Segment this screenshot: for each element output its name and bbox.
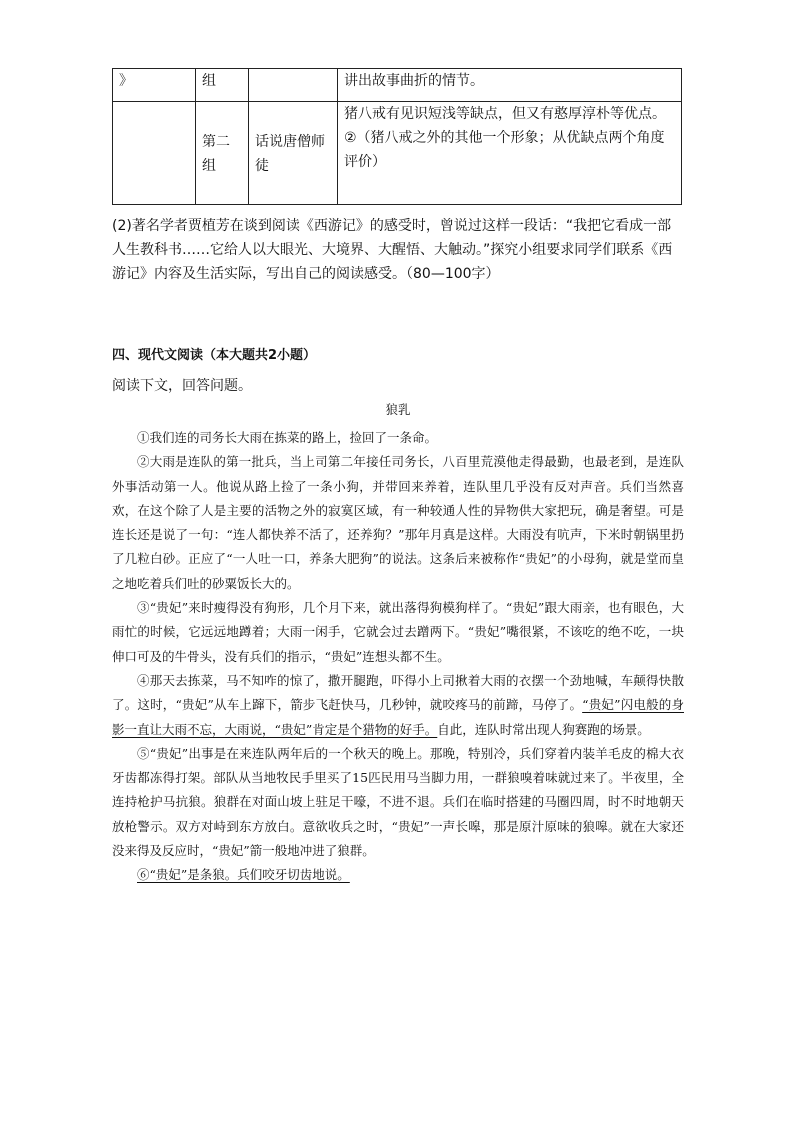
table-cell bbox=[249, 69, 338, 102]
paragraph-4-start: ④那天去拣菜，马不知咋的惊了，撒开腿跑，吓得小上司揪着大雨的衣摆一个劲地喊，车颠得快散了。这时，“贵妃”从车上蹿下，箭步飞赶快马，几秒钟，就咬疼马的前蹄，马停了。 bbox=[112, 672, 684, 713]
table-cell: 讲出故事曲折的情节。 bbox=[338, 69, 682, 102]
paragraph-4 bbox=[112, 669, 684, 742]
table-cell bbox=[113, 102, 196, 205]
table-row bbox=[113, 102, 682, 205]
section-title: 四、现代文阅读（本大题共2小题） bbox=[112, 348, 317, 363]
group-label: 第二组 bbox=[202, 134, 230, 174]
paragraph-5: ⑤“贵妃”出事是在来连队两年后的一个秋天的晚上。那晚，特别冷，兵们穿着内装羊毛皮的棉大衣牙齿都冻得打架。部队从当地牧民手里买了15匹民用马当脚力用，一群狼嗅着味就过来了。半夜里，全连持枪护马抗狼。狼群在对面山坡上驻足干嚎，不进不退。兵们在临时搭建的马圈四周，时不时地朝天放枪警示。双方对峙到东方放白。意欲收兵之时，“贵妃”一声长嗥，那是原汁原味的狼嗥。就在大家还没来得及反应时，“贵妃”箭一般地冲进了狼群。 bbox=[112, 745, 684, 859]
paragraph-6 bbox=[112, 863, 684, 887]
paragraph-4-end: 自此，连队时常出现人狗赛跑的场景。 bbox=[437, 721, 650, 737]
reading-instruction: 阅读下文，回答问题。 bbox=[112, 378, 252, 394]
question-2: (2)著名学者贾植芳在谈到阅读《西游记》的感受时，曾说过这样一段话：“我把它看成一部人生教科书……它给人以大眼光、大境界、大醒悟、大触动。”探究小组要求同学们联系《西游记》内容及生活实际，写出自己的阅读感受。（80—100字） bbox=[112, 218, 673, 282]
story-passage bbox=[112, 400, 684, 888]
table-cell bbox=[338, 102, 682, 205]
reading-plan-table bbox=[112, 68, 682, 205]
underlined-sentence: “贵妃”闪电般的身影一直让大雨不忘，大雨说，“贵妃”肯定是个猎物的好手。 bbox=[112, 697, 684, 737]
paragraph-3: ③“贵妃”来时瘦得没有狗形，几个月下来，就出落得狗模狗样了。“贵妃”跟大雨亲，也有眼色，大雨忙的时候，它远远地蹲着；大雨一闲手，它就会过去蹭两下。“贵妃”嘴很紧，不该吃的绝不吃，一块伸口可及的牛骨头，没有兵们的指示，“贵妃”连想头都不生。 bbox=[112, 600, 684, 664]
table-cell: 》 bbox=[113, 69, 196, 102]
table-cell bbox=[196, 102, 249, 205]
table-row bbox=[113, 69, 682, 102]
table-cell bbox=[249, 102, 338, 205]
underlined-sentence: ⑥“贵妃”是条狼。兵们咬牙切齿地说。 bbox=[137, 867, 350, 883]
table-cell: 组 bbox=[196, 69, 249, 102]
paragraph-1: ①我们连的司务长大雨在拣菜的路上，捡回了一条命。 bbox=[137, 430, 438, 445]
paragraph-2: ②大雨是连队的第一批兵，当上司第二年接任司务长，八百里荒漠他走得最勤，也最老到，是连队外事活动第一人。他说从路上捡了一条小狗，并带回来养着，连队里几乎没有反对声音。兵们当然喜欢，在这个除了人是主要的活物之外的寂寞区域，有一种较通人性的异物供大家把玩，确是奢望。可是连长还是说了一句：“连人都快养不活了，还养狗？”那年月真是这样。大雨没有吭声，下米时朝锅里扔了几粒白砂。正应了“一人吐一口，养条大肥狗”的说法。这条后来被称作“贵妃”的小母狗，就是堂而皇之地吃着兵们吐的砂粟饭长大的。 bbox=[112, 454, 684, 591]
story-title: 狼乳 bbox=[385, 402, 411, 417]
answer-hint: ②（猪八戒之外的其他一个形象；从优缺点两个角度评价） bbox=[344, 130, 665, 170]
topic-label: 话说唐僧师徒 bbox=[255, 134, 325, 174]
evaluation-text: 猪八戒有见识短浅等缺点，但又有憨厚淳朴等优点。 bbox=[344, 106, 666, 122]
